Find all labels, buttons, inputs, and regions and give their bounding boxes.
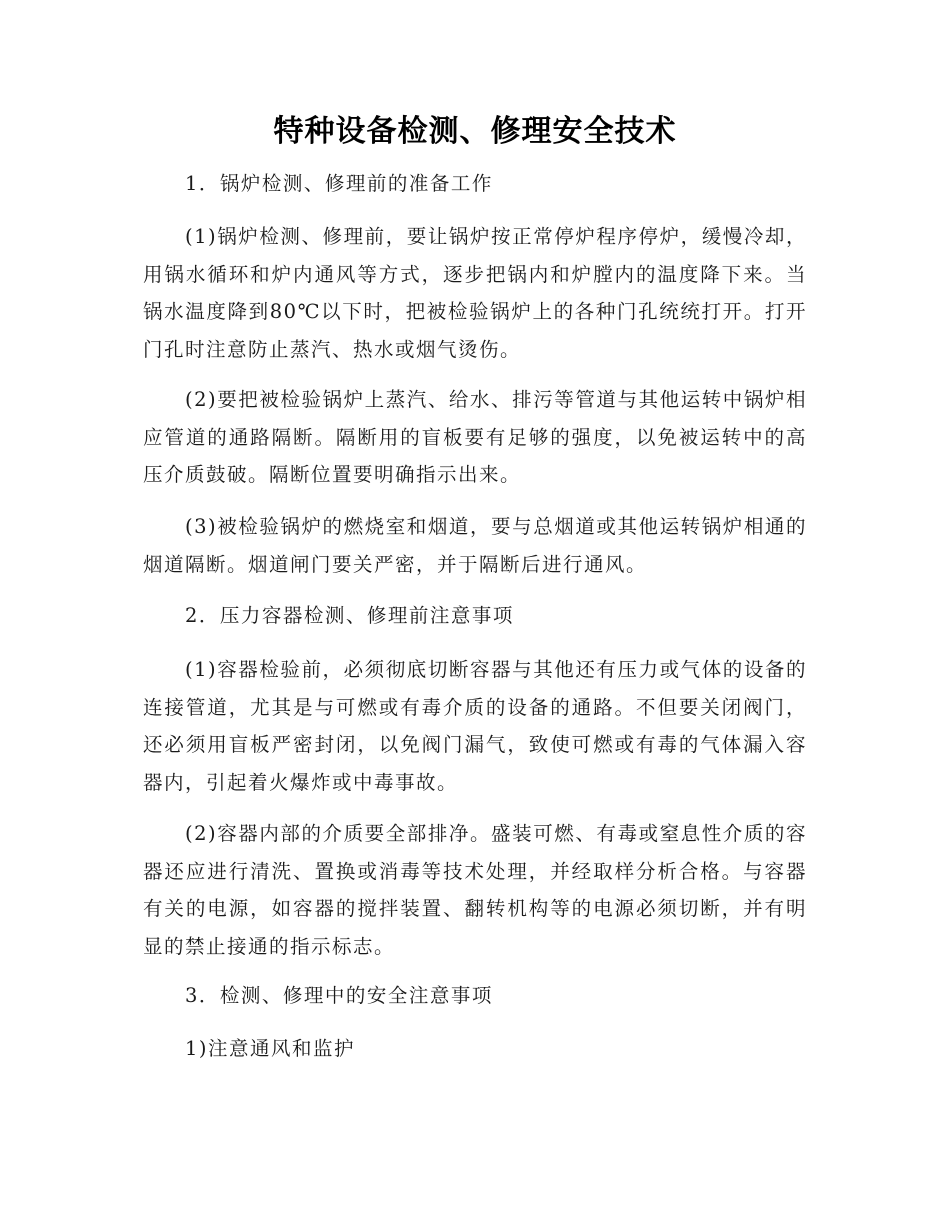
section-heading-3: 3．检测、修理中的安全注意事项: [185, 984, 493, 1007]
section-heading-1: 1．锅炉检测、修理前的准备工作: [185, 172, 493, 195]
paragraph-2-1: (1)容器检验前，必须彻底切断容器与其他还有压力或气体的设备的连接管道，尤其是与可燃或有毒介质的设备的通路。不但要关闭阀门，还必须用盲板严密封闭，以免阀门漏气，致使可燃或有毒的气体漏入容器内，引起着火爆炸或中毒事故。: [143, 658, 807, 794]
paragraph-3-1: 1)注意通风和监护: [185, 1037, 356, 1060]
paragraph-2-2: (2)容器内部的介质要全部排净。盛装可燃、有毒或窒息性介质的容器还应进行清洗、置换或消毒等技术处理，并经取样分析合格。与容器有关的电源，如容器的搅拌装置、翻转机构等的电源必须切断，并有明显的禁止接通的指示标志。: [143, 822, 807, 958]
paragraph-1-2: (2)要把被检验锅炉上蒸汽、给水、排污等管道与其他运转中锅炉相应管道的通路隔断。隔断用的盲板要有足够的强度，以免被运转中的高压介质鼓破。隔断位置要明确指示出来。: [143, 388, 807, 486]
section-heading-2: 2．压力容器检测、修理前注意事项: [185, 604, 514, 627]
document-title: 特种设备检测、修理安全技术: [273, 114, 677, 149]
paragraph-1-1: (1)锅炉检测、修理前，要让锅炉按正常停炉程序停炉，缓慢冷却，用锅水循环和炉内通风等方式，逐步把锅内和炉膛内的温度降下来。当锅水温度降到80℃以下时，把被检验锅炉上的各种门孔统统打开。打开门孔时注意防止蒸汽、热水或烟气烫伤。: [143, 225, 807, 361]
paragraph-1-3: (3)被检验锅炉的燃烧室和烟道，要与总烟道或其他运转锅炉相通的烟道隔断。烟道闸门要关严密，并于隔断后进行通风。: [143, 515, 807, 576]
